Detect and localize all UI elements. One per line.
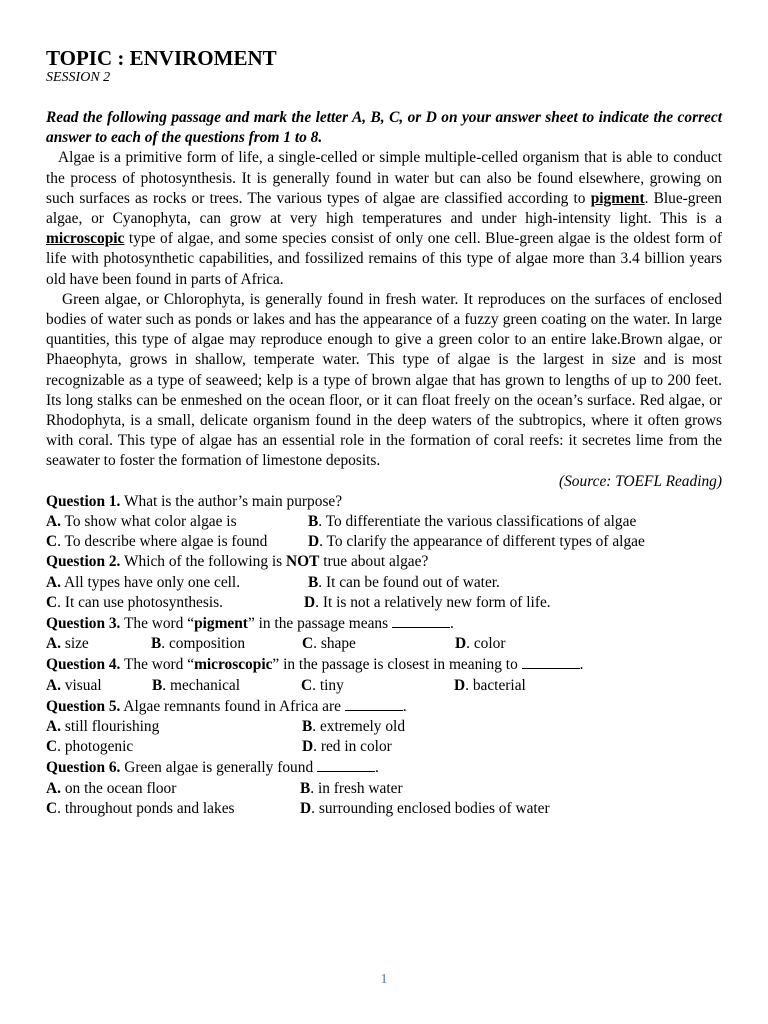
option-a[interactable]: A. still flourishing: [46, 718, 160, 735]
option-a[interactable]: A. visual: [46, 676, 102, 694]
passage-paragraph-1: Algae is a primitive form of life, a single-celled or simple multiple-celled organism that is able to conduct the process of photosynthesis. It is generally found in water but can also be found elsewhere, growing on such surfaces as rocks or trees. The various types of algae are classified according to pigment. Blue-green algae, or Cyanophyta, can grow at very high temperatures and under high-intensity light. This is a microscopic type of algae, and some species consist of only one cell. Blue-green algae is the oldest form of life with photosynthetic capabilities, and fossilized remains of this type of algae more than 3.4 billion years old have been found in parts of Africa.: [46, 149, 722, 288]
question-1: Question 1. What is the author’s main purpose?: [46, 492, 343, 510]
answer-blank: [522, 654, 580, 669]
option-c[interactable]: C. throughout ponds and lakes: [46, 799, 235, 817]
question-5: Question 5. Algae remnants found in Africa are .: [46, 697, 407, 715]
option-b[interactable]: B. composition: [151, 635, 246, 653]
option-d[interactable]: D. bacterial: [454, 676, 526, 694]
question-2-options-row-2: [46, 593, 722, 613]
option-d[interactable]: D. To clarify the appearance of different types of algae: [308, 533, 645, 551]
worksheet-page: [46, 46, 722, 819]
question-5-options-row-1: [46, 717, 722, 737]
question-4: Question 4. The word “microscopic” in the passage is closest in meaning to .: [46, 656, 584, 674]
keyword-pigment: pigment: [590, 189, 645, 207]
instructions: Read the following passage and mark the letter A, B, C, or D on your answer sheet to indicate the correct answer to each of the questions from 1 to 8.: [46, 109, 722, 147]
question-5-options-row-2: [46, 737, 722, 757]
question-4-options: [46, 676, 722, 696]
question-6-options-row-1: [46, 779, 722, 799]
page-title: TOPIC : ENVIROMENT: [46, 46, 277, 70]
option-b[interactable]: B. To differentiate the various classifications of algae: [308, 513, 637, 531]
option-b[interactable]: B. It can be found out of water.: [308, 573, 500, 591]
question-3: Question 3. The word “pigment” in the passage means .: [46, 615, 454, 633]
option-a[interactable]: A. All types have only one cell.: [46, 573, 241, 591]
option-d[interactable]: D. color: [455, 635, 506, 653]
option-d[interactable]: D. red in color: [302, 738, 392, 756]
question-6: Question 6. Green algae is generally found .: [46, 759, 379, 777]
option-a[interactable]: A. on the ocean floor: [46, 779, 177, 797]
passage-paragraph-2: Green algae, or Chlorophyta, is generally found in fresh water. It reproduces on the surfaces of enclosed bodies of water such as ponds or lakes and has the appearance of a fuzzy green coating on the water. In large quantities, this type of algae may reproduce enough to give a green color to an entire lake.Brown algae, or Phaeophyta, grows in shallow, temperate water. This type of algae is the largest in size and is most recognizable as a type of seaweed; kelp is a type of brown algae that has grown to lengths of up to 200 feet. Its long stalks can be enmeshed on the ocean floor, or it can float freely on the ocean’s surface. Red algae, or Rhodophyta, is a small, delicate organism found in the deep waters of the subtropics, where it often grows with coral. This type of algae has an essential role in the formation of coral reefs: it secretes lime from the seawater to foster the formation of limestone deposits.: [46, 290, 722, 470]
question-1-options-row-2: [46, 532, 722, 552]
option-d[interactable]: D. It is not a relatively new form of life.: [304, 593, 551, 611]
answer-blank: [345, 696, 403, 711]
question-2: Question 2. Which of the following is NOT true about algae?: [46, 553, 429, 571]
option-c[interactable]: C. tiny: [301, 676, 344, 694]
option-c[interactable]: C. To describe where algae is found: [46, 533, 268, 551]
option-d[interactable]: D. surrounding enclosed bodies of water: [300, 799, 550, 817]
keyword-microscopic: microscopic: [46, 230, 125, 248]
option-c[interactable]: C. It can use photosynthesis.: [46, 593, 223, 611]
question-6-options-row-2: [46, 799, 722, 819]
answer-blank: [317, 757, 375, 772]
answer-blank: [392, 613, 450, 628]
source-citation: (Source: TOEFL Reading): [558, 472, 722, 490]
option-b[interactable]: B. in fresh water: [300, 779, 403, 797]
option-a[interactable]: A. To show what color algae is: [46, 513, 237, 531]
question-3-options: [46, 634, 722, 654]
option-b[interactable]: B. mechanical: [152, 676, 241, 694]
option-c[interactable]: C. shape: [302, 635, 356, 653]
question-1-options-row-1: [46, 512, 722, 532]
option-c[interactable]: C. photogenic: [46, 738, 134, 756]
question-2-options-row-1: [46, 573, 722, 593]
option-a[interactable]: A. size: [46, 635, 89, 653]
session-label: SESSION 2: [46, 70, 111, 85]
option-b[interactable]: B. extremely old: [302, 718, 406, 735]
page-number: 1: [380, 972, 388, 987]
